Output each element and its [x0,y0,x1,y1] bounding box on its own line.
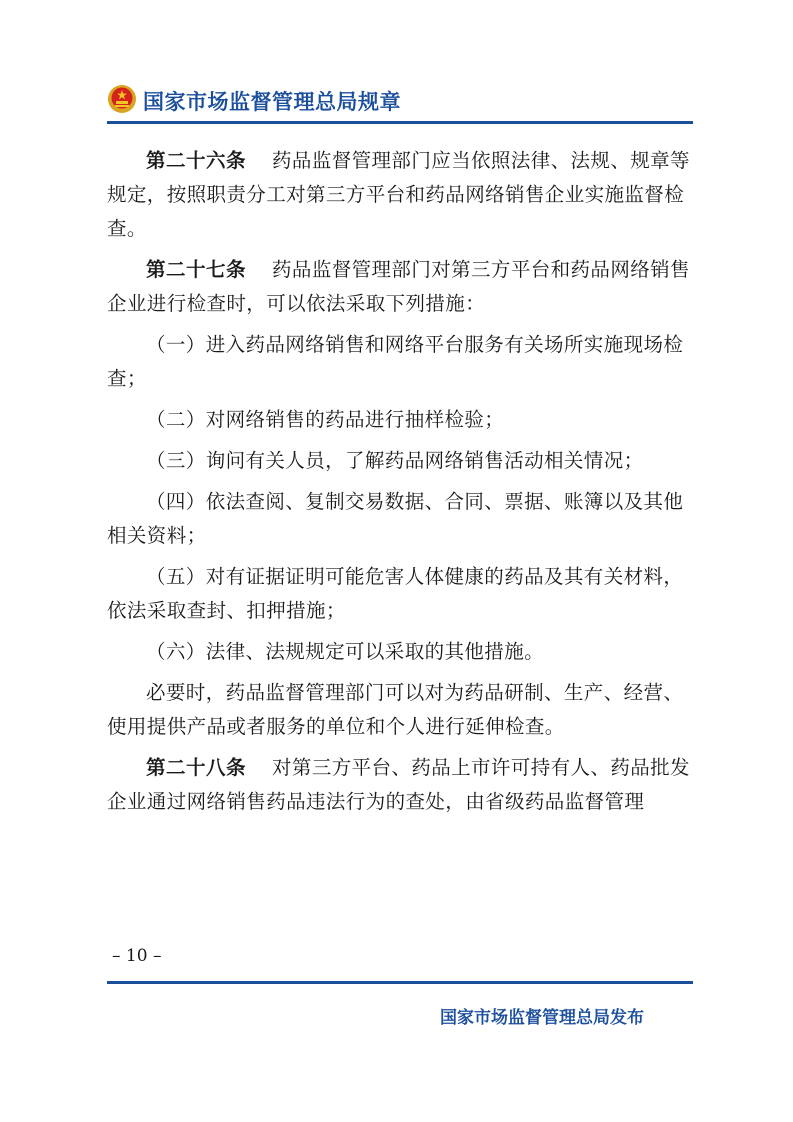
paragraph-text: （五）对有证据证明可能危害人体健康的药品及其有关材料，依法采取查封、扣押措施； [107,565,684,622]
paragraph [107,144,697,246]
article-number: 第二十八条 [146,756,247,779]
paragraph [107,328,697,396]
paragraph-text: 药品监督管理部门应当依照法律、法规、规章等规定，按照职责分工对第三方平台和药品网络销售企业实施监督检查。 [107,149,690,240]
paragraph [107,751,697,819]
paragraph-text: （一）进入药品网络销售和网络平台服务有关场所实施现场检查； [107,333,684,390]
paragraph [107,444,697,478]
page-number: – 10 – [112,946,162,966]
paragraph-text: （三）询问有关人员，了解药品网络销售活动相关情况； [146,449,644,472]
paragraph [107,403,697,437]
paragraph [107,485,697,553]
page-header [107,82,693,122]
paragraph [107,253,697,321]
article-number: 第二十七条 [146,258,247,281]
paragraph [107,676,697,744]
paragraph-text: （二）对网络销售的药品进行抽样检验； [146,408,505,431]
paragraph-text: （四）依法查阅、复制交易数据、合同、票据、账簿以及其他相关资料； [107,490,684,547]
paragraph-text: 药品监督管理部门对第三方平台和药品网络销售企业进行检查时，可以依法采取下列措施： [107,258,690,315]
footer-title: 国家市场监督管理总局发布 [440,1008,644,1028]
article-number: 第二十六条 [146,149,247,172]
paragraph-text: 必要时，药品监督管理部门可以对为药品研制、生产、经营、使用提供产品或者服务的单位和个人进行延伸检查。 [107,681,684,738]
national-emblem-icon [107,84,137,114]
footer-rule [107,981,693,984]
paragraph-text: （六）法律、法规规定可以采取的其他措施。 [146,640,545,663]
paragraph-text: 对第三方平台、药品上市许可持有人、药品批发企业通过网络销售药品违法行为的查处，由省级药品监督管理 [107,756,690,813]
document-body [107,144,697,819]
header-title: 国家市场监督管理总局规章 [143,90,401,114]
header-rule [107,121,693,124]
paragraph [107,560,697,628]
paragraph [107,635,697,669]
